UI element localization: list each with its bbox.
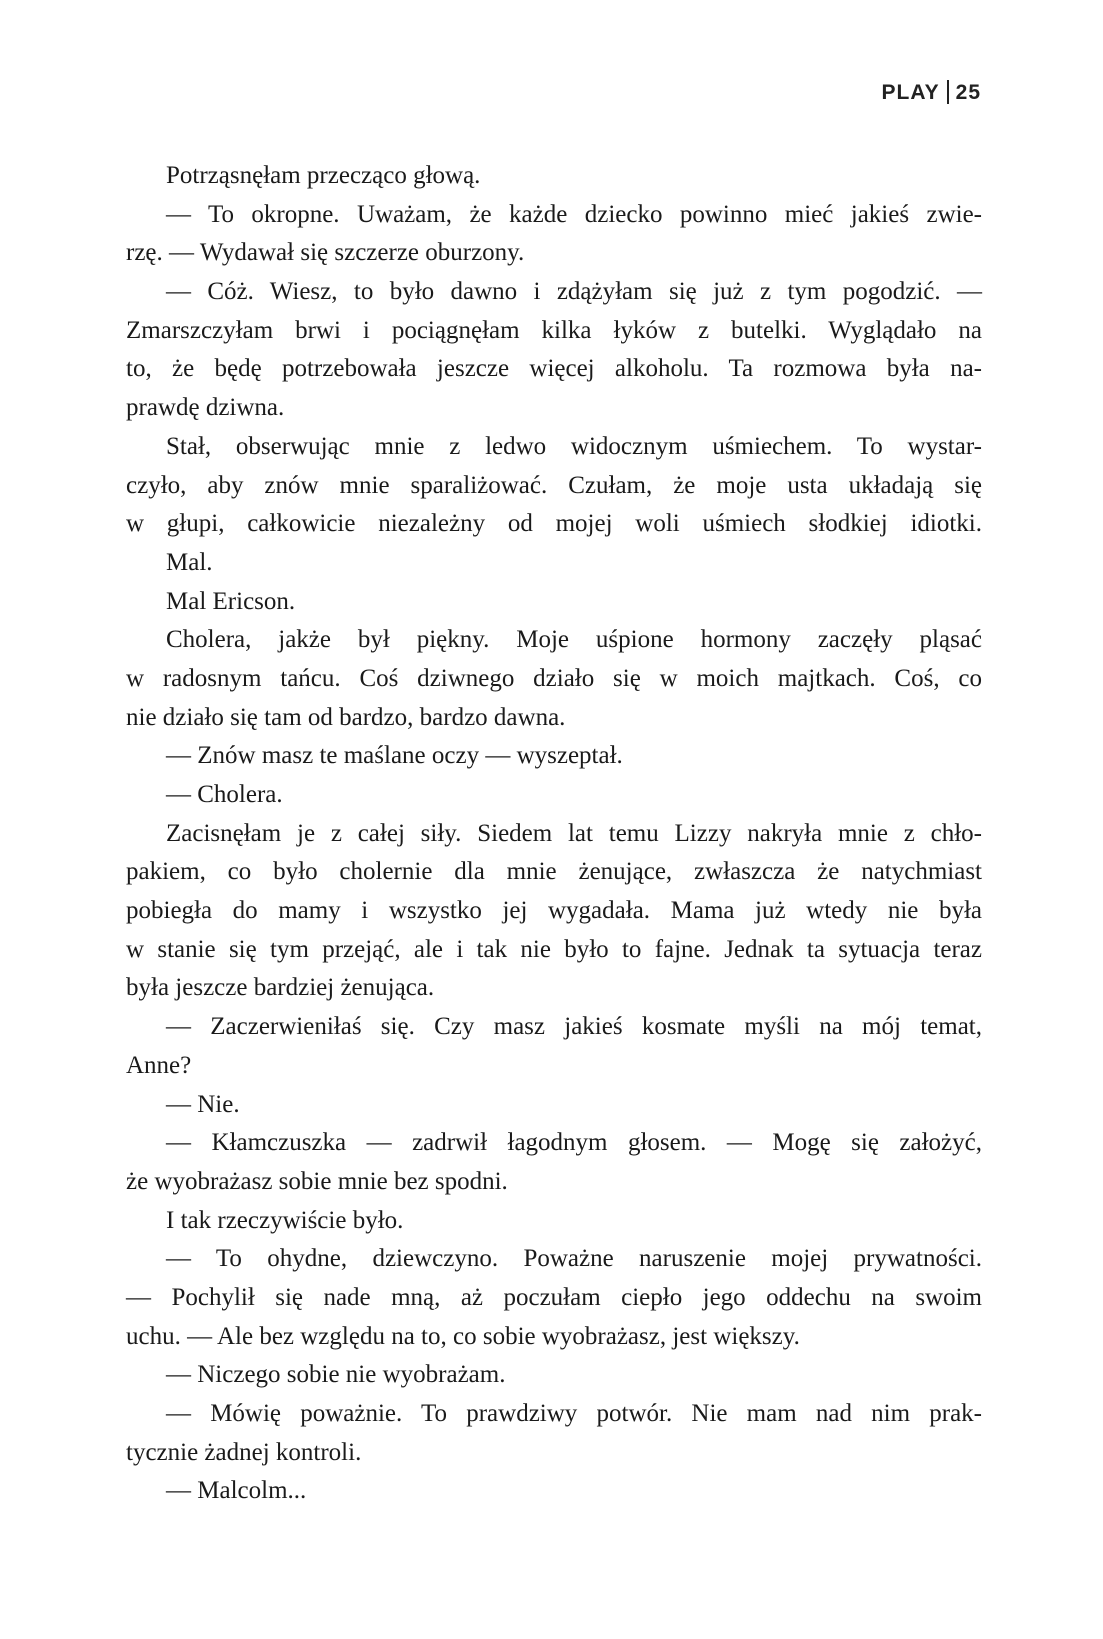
header-separator bbox=[947, 80, 949, 104]
text-line: Mal. bbox=[166, 548, 213, 576]
text-line: — Cóż. Wiesz, to było dawno i zdążyłam się już z tym pogodzić. — bbox=[166, 278, 982, 306]
text-line: rzę. — Wydawał się szczerze oburzony. bbox=[126, 239, 525, 267]
text-line: prawdę dziwna. bbox=[126, 394, 285, 422]
text-line: czyło, aby znów mnie sparaliżować. Czułam, że moje usta układają się bbox=[126, 471, 982, 499]
page-number: 25 bbox=[955, 81, 981, 104]
text-line: Anne? bbox=[126, 1051, 192, 1079]
text-line: — Cholera. bbox=[166, 781, 283, 808]
header-title: PLAY bbox=[881, 81, 940, 104]
text-line: w radosnym tańcu. Coś dziwnego działo się w moich majtkach. Coś, co bbox=[126, 664, 982, 692]
text-line: Zacisnęłam je z całej siły. Siedem lat temu Lizzy nakryła mnie z chło- bbox=[166, 819, 982, 847]
text-line: Mal Ericson. bbox=[166, 587, 296, 615]
text-line: że wyobrażasz sobie mnie bez spodni. bbox=[126, 1167, 508, 1195]
text-line: Zmarszczyłam brwi i pociągnęłam kilka łyków z butelki. Wyglądało na bbox=[126, 316, 982, 344]
text-line: — Mówię poważnie. To prawdziwy potwór. Nie mam nad nim prak- bbox=[166, 1400, 982, 1427]
text-line: była jeszcze bardziej żenująca. bbox=[126, 974, 435, 1002]
text-line: — Malcolm... bbox=[166, 1477, 307, 1505]
text-line: w głupi, całkowicie niezależny od mojej woli uśmiech słodkiej idiotki. bbox=[126, 510, 982, 538]
text-line: pobiegła do mamy i wszystko jej wygadała. Mama już wtedy nie była bbox=[126, 897, 982, 925]
text-line: to, że będę potrzebowała jeszcze więcej alkoholu. Ta rozmowa była na- bbox=[126, 355, 982, 383]
text-line: — To okropne. Uważam, że każde dziecko powinno mieć jakieś zwie- bbox=[166, 200, 982, 228]
text-line: nie działo się tam od bardzo, bardzo dawna. bbox=[126, 703, 566, 731]
text-line: w stanie się tym przejąć, ale i tak nie było to fajne. Jednak ta sytuacja teraz bbox=[126, 935, 982, 963]
text-line: — Kłamczuszka — zadrwił łagodnym głosem. — Mogę się założyć, bbox=[166, 1129, 982, 1157]
text-line: — Nie. bbox=[166, 1090, 240, 1118]
text-line: uchu. — Ale bez względu na to, co sobie wyobrażasz, jest większy. bbox=[126, 1322, 800, 1350]
text-line: Potrząsnęłam przecząco głową. bbox=[166, 162, 481, 189]
text-line: — Zaczerwieniłaś się. Czy masz jakieś kosmate myśli na mój temat, bbox=[166, 1013, 982, 1041]
running-header bbox=[882, 80, 981, 105]
text-line: tycznie żadnej kontroli. bbox=[126, 1438, 362, 1466]
text-line: — To ohydne, dziewczyno. Poważne naruszenie mojej prywatności. bbox=[166, 1245, 982, 1273]
text-line: — Znów masz te maślane oczy — wyszeptał. bbox=[166, 742, 623, 770]
body-text bbox=[126, 157, 982, 1511]
text-line: Cholera, jakże był piękny. Moje uśpione hormony zaczęły pląsać bbox=[166, 626, 982, 654]
text-line: pakiem, co było cholernie dla mnie żenujące, zwłaszcza że natychmiast bbox=[126, 858, 982, 886]
text-line: Stał, obserwując mnie z ledwo widocznym uśmiechem. To wystar- bbox=[166, 432, 982, 460]
text-line: — Niczego sobie nie wyobrażam. bbox=[166, 1361, 506, 1389]
text-line: — Pochylił się nade mną, aż poczułam ciepło jego oddechu na swoim bbox=[126, 1283, 982, 1311]
text-line: I tak rzeczywiście było. bbox=[166, 1206, 404, 1234]
